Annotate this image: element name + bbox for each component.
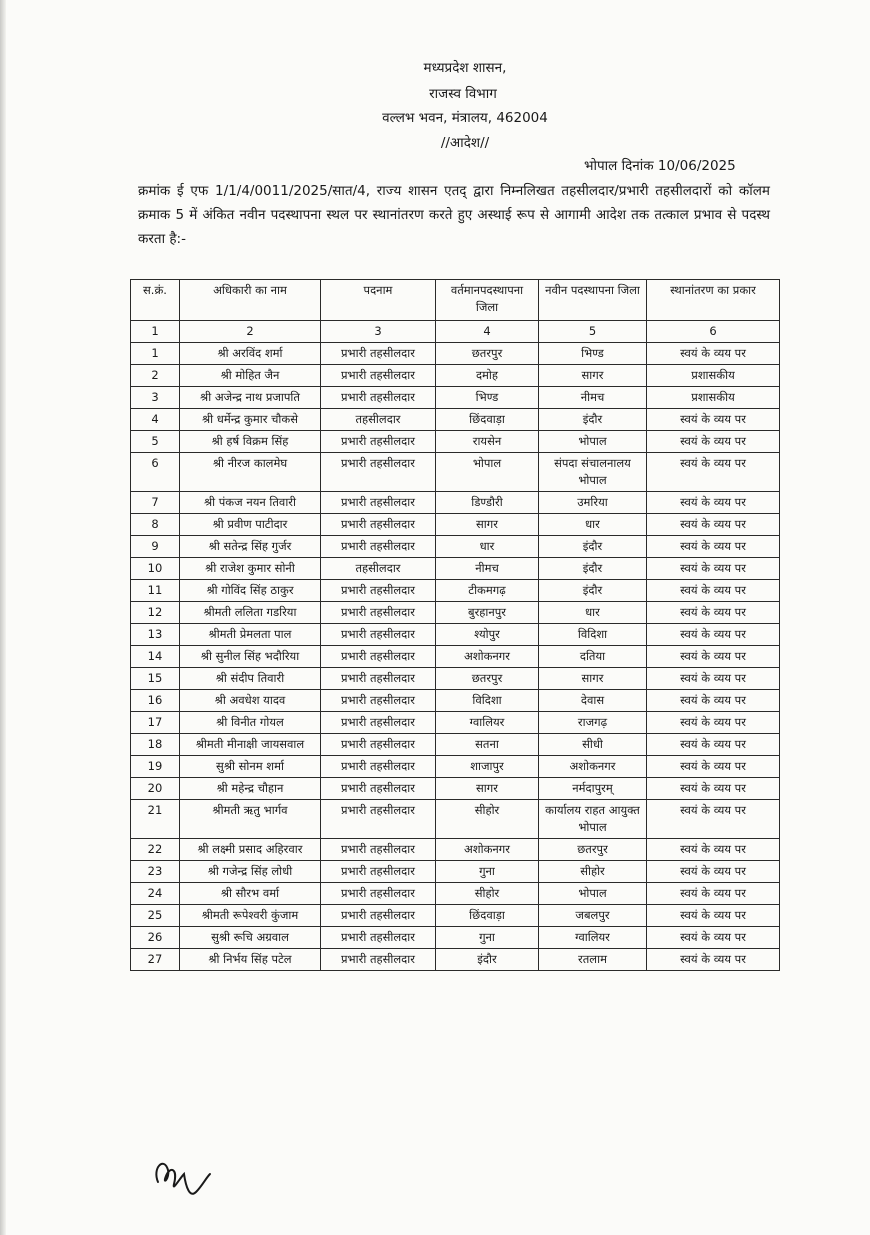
transfer-table	[130, 279, 780, 971]
table-row	[131, 778, 780, 800]
cell-officer-name: सुश्री सोनम शर्मा	[180, 756, 321, 778]
table-row	[131, 861, 780, 883]
cell-serial: 7	[131, 492, 180, 514]
table-row	[131, 580, 780, 602]
cell-current-posting: छिंदवाड़ा	[436, 409, 539, 431]
cell-transfer-type: स्वयं के व्यय पर	[647, 624, 780, 646]
cell-new-posting: जबलपुर	[539, 905, 647, 927]
cell-current-posting: डिण्डौरी	[436, 492, 539, 514]
cell-current-posting: बुरहानपुर	[436, 602, 539, 624]
cell-new-posting: भोपाल	[539, 883, 647, 905]
cell-transfer-type: स्वयं के व्यय पर	[647, 756, 780, 778]
header-officer-name: अधिकारी का नाम	[180, 280, 321, 321]
column-number: 3	[321, 321, 436, 343]
cell-designation: प्रभारी तहसीलदार	[321, 800, 436, 839]
cell-current-posting: इंदौर	[436, 949, 539, 971]
table-row	[131, 365, 780, 387]
cell-new-posting: विदिशा	[539, 624, 647, 646]
cell-new-posting: राजगढ़	[539, 712, 647, 734]
cell-transfer-type: स्वयं के व्यय पर	[647, 668, 780, 690]
cell-new-posting: दतिया	[539, 646, 647, 668]
cell-designation: प्रभारी तहसीलदार	[321, 734, 436, 756]
header-government: मध्यप्रदेश शासन,	[423, 60, 507, 76]
cell-serial: 3	[131, 387, 180, 409]
cell-current-posting: गुना	[436, 861, 539, 883]
table-row	[131, 409, 780, 431]
cell-transfer-type: स्वयं के व्यय पर	[647, 646, 780, 668]
cell-designation: प्रभारी तहसीलदार	[321, 883, 436, 905]
cell-serial: 6	[131, 453, 180, 492]
table-row	[131, 602, 780, 624]
table-row	[131, 927, 780, 949]
cell-designation: प्रभारी तहसीलदार	[321, 712, 436, 734]
cell-current-posting: ग्वालियर	[436, 712, 539, 734]
cell-serial: 25	[131, 905, 180, 927]
cell-new-posting: सीहोर	[539, 861, 647, 883]
cell-officer-name: श्री अवधेश यादव	[180, 690, 321, 712]
cell-designation: प्रभारी तहसीलदार	[321, 514, 436, 536]
cell-current-posting: दमोह	[436, 365, 539, 387]
cell-designation: प्रभारी तहसीलदार	[321, 905, 436, 927]
cell-new-posting: देवास	[539, 690, 647, 712]
cell-serial: 10	[131, 558, 180, 580]
cell-transfer-type: स्वयं के व्यय पर	[647, 558, 780, 580]
cell-current-posting: सागर	[436, 778, 539, 800]
cell-new-posting: रतलाम	[539, 949, 647, 971]
cell-transfer-type: स्वयं के व्यय पर	[647, 734, 780, 756]
table-row	[131, 492, 780, 514]
cell-serial: 18	[131, 734, 180, 756]
cell-transfer-type: स्वयं के व्यय पर	[647, 839, 780, 861]
cell-officer-name: श्री संदीप तिवारी	[180, 668, 321, 690]
table-row	[131, 883, 780, 905]
cell-current-posting: धार	[436, 536, 539, 558]
cell-transfer-type: स्वयं के व्यय पर	[647, 536, 780, 558]
table-row	[131, 756, 780, 778]
cell-designation: प्रभारी तहसीलदार	[321, 602, 436, 624]
table-row	[131, 949, 780, 971]
cell-serial: 8	[131, 514, 180, 536]
cell-serial: 24	[131, 883, 180, 905]
cell-current-posting: टीकमगढ़	[436, 580, 539, 602]
cell-new-posting: संपदा संचालनालय भोपाल	[539, 453, 647, 492]
cell-officer-name: श्रीमती मीनाक्षी जायसवाल	[180, 734, 321, 756]
cell-serial: 11	[131, 580, 180, 602]
cell-officer-name: श्री अरविंद शर्मा	[180, 343, 321, 365]
cell-new-posting: उमरिया	[539, 492, 647, 514]
cell-officer-name: श्री प्रवीण पाटीदार	[180, 514, 321, 536]
cell-transfer-type: स्वयं के व्यय पर	[647, 778, 780, 800]
table-row	[131, 536, 780, 558]
cell-serial: 21	[131, 800, 180, 839]
cell-officer-name: श्री हर्ष विक्रम सिंह	[180, 431, 321, 453]
table-header-row	[131, 280, 780, 321]
cell-designation: प्रभारी तहसीलदार	[321, 624, 436, 646]
cell-serial: 19	[131, 756, 180, 778]
cell-transfer-type: स्वयं के व्यय पर	[647, 431, 780, 453]
cell-officer-name: श्री महेन्द्र चौहान	[180, 778, 321, 800]
cell-current-posting: श्योपुर	[436, 624, 539, 646]
cell-designation: तहसीलदार	[321, 409, 436, 431]
cell-transfer-type: स्वयं के व्यय पर	[647, 712, 780, 734]
cell-new-posting: इंदौर	[539, 580, 647, 602]
table-row	[131, 558, 780, 580]
cell-serial: 14	[131, 646, 180, 668]
cell-designation: तहसीलदार	[321, 558, 436, 580]
cell-designation: प्रभारी तहसीलदार	[321, 580, 436, 602]
header-order-title: //आदेश//	[440, 135, 490, 151]
cell-officer-name: श्री धर्मेन्द्र कुमार चौकसे	[180, 409, 321, 431]
column-number-row	[131, 321, 780, 343]
cell-officer-name: श्री राजेश कुमार सोनी	[180, 558, 321, 580]
cell-designation: प्रभारी तहसीलदार	[321, 778, 436, 800]
cell-current-posting: विदिशा	[436, 690, 539, 712]
cell-designation: प्रभारी तहसीलदार	[321, 365, 436, 387]
cell-transfer-type: स्वयं के व्यय पर	[647, 514, 780, 536]
table-row	[131, 453, 780, 492]
column-number: 4	[436, 321, 539, 343]
cell-current-posting: छतरपुर	[436, 668, 539, 690]
cell-officer-name: श्रीमती ललिता गडरिया	[180, 602, 321, 624]
table-row	[131, 387, 780, 409]
cell-new-posting: इंदौर	[539, 536, 647, 558]
table-row	[131, 431, 780, 453]
cell-officer-name: श्रीमती प्रेमलता पाल	[180, 624, 321, 646]
table-row	[131, 624, 780, 646]
cell-new-posting: धार	[539, 514, 647, 536]
cell-serial: 16	[131, 690, 180, 712]
column-number: 2	[180, 321, 321, 343]
cell-officer-name: श्री विनीत गोयल	[180, 712, 321, 734]
cell-serial: 2	[131, 365, 180, 387]
cell-transfer-type: प्रशासकीय	[647, 365, 780, 387]
cell-new-posting: सागर	[539, 668, 647, 690]
cell-transfer-type: स्वयं के व्यय पर	[647, 861, 780, 883]
cell-current-posting: अशोकनगर	[436, 646, 539, 668]
cell-officer-name: श्री निर्भय सिंह पटेल	[180, 949, 321, 971]
cell-transfer-type: स्वयं के व्यय पर	[647, 883, 780, 905]
cell-officer-name: सुश्री रूचि अग्रवाल	[180, 927, 321, 949]
cell-serial: 20	[131, 778, 180, 800]
cell-officer-name: श्रीमती रूपेश्वरी कुंजाम	[180, 905, 321, 927]
cell-transfer-type: स्वयं के व्यय पर	[647, 409, 780, 431]
cell-serial: 22	[131, 839, 180, 861]
cell-current-posting: सीहोर	[436, 883, 539, 905]
cell-transfer-type: स्वयं के व्यय पर	[647, 343, 780, 365]
cell-transfer-type: स्वयं के व्यय पर	[647, 690, 780, 712]
cell-serial: 9	[131, 536, 180, 558]
cell-designation: प्रभारी तहसीलदार	[321, 839, 436, 861]
cell-new-posting: भोपाल	[539, 431, 647, 453]
cell-designation: प्रभारी तहसीलदार	[321, 431, 436, 453]
cell-officer-name: श्री गजेन्द्र सिंह लोधी	[180, 861, 321, 883]
header-designation: पदनाम	[321, 280, 436, 321]
table-row	[131, 712, 780, 734]
column-number: 1	[131, 321, 180, 343]
cell-officer-name: श्री नीरज कालमेघ	[180, 453, 321, 492]
cell-current-posting: गुना	[436, 927, 539, 949]
cell-officer-name: श्रीमती ऋतु भार्गव	[180, 800, 321, 839]
cell-designation: प्रभारी तहसीलदार	[321, 927, 436, 949]
cell-serial: 1	[131, 343, 180, 365]
cell-designation: प्रभारी तहसीलदार	[321, 690, 436, 712]
cell-officer-name: श्री लक्ष्मी प्रसाद अहिरवार	[180, 839, 321, 861]
cell-serial: 15	[131, 668, 180, 690]
cell-officer-name: श्री पंकज नयन तिवारी	[180, 492, 321, 514]
cell-current-posting: अशोकनगर	[436, 839, 539, 861]
page-edge-shadow	[0, 0, 6, 1235]
header-current-posting: वर्तमानपदस्थापना जिला	[436, 280, 539, 321]
order-paragraph: क्रमांक ई एफ 1/1/4/0011/2025/सात/4, राज्य शासन एतद् द्वारा निम्नलिखत तहसीलदार/प्रभारी तहसीलदारों को कॉलम क्रमाक 5 में अंकित नवीन पदस्थापना स्थल पर स्थानांतरण करते हुए अस्थाई रूप से आगामी आदेश तक तत्काल प्रभाव से पदस्थ करता है:-	[138, 183, 770, 247]
header-transfer-type: स्थानांतरण का प्रकार	[647, 280, 780, 321]
cell-new-posting: सीधी	[539, 734, 647, 756]
table-row	[131, 734, 780, 756]
cell-transfer-type: स्वयं के व्यय पर	[647, 602, 780, 624]
header-new-posting: नवीन पदस्थापना जिला	[539, 280, 647, 321]
cell-transfer-type: स्वयं के व्यय पर	[647, 927, 780, 949]
cell-designation: प्रभारी तहसीलदार	[321, 646, 436, 668]
cell-current-posting: शाजापुर	[436, 756, 539, 778]
cell-officer-name: श्री गोविंद सिंह ठाकुर	[180, 580, 321, 602]
cell-officer-name: श्री सुनील सिंह भदौरिया	[180, 646, 321, 668]
cell-current-posting: सागर	[436, 514, 539, 536]
column-number: 5	[539, 321, 647, 343]
cell-designation: प्रभारी तहसीलदार	[321, 453, 436, 492]
cell-serial: 26	[131, 927, 180, 949]
cell-new-posting: नीमच	[539, 387, 647, 409]
cell-new-posting: इंदौर	[539, 409, 647, 431]
cell-new-posting: इंदौर	[539, 558, 647, 580]
table-body	[131, 343, 780, 971]
cell-current-posting: भिण्ड	[436, 387, 539, 409]
cell-serial: 12	[131, 602, 180, 624]
table-row	[131, 646, 780, 668]
table-row	[131, 800, 780, 839]
cell-current-posting: छतरपुर	[436, 343, 539, 365]
cell-new-posting: नर्मदापुरम्	[539, 778, 647, 800]
cell-serial: 5	[131, 431, 180, 453]
cell-current-posting: छिंदवाड़ा	[436, 905, 539, 927]
table-row	[131, 343, 780, 365]
cell-serial: 17	[131, 712, 180, 734]
cell-transfer-type: स्वयं के व्यय पर	[647, 800, 780, 839]
cell-designation: प्रभारी तहसीलदार	[321, 492, 436, 514]
cell-new-posting: कार्यालय राहत आयुक्त भोपाल	[539, 800, 647, 839]
order-date: भोपाल दिनांक 10/06/2025	[584, 158, 736, 174]
cell-new-posting: सागर	[539, 365, 647, 387]
signature	[150, 1148, 220, 1208]
cell-transfer-type: स्वयं के व्यय पर	[647, 580, 780, 602]
table-row	[131, 514, 780, 536]
cell-officer-name: श्री अजेन्द्र नाथ प्रजापति	[180, 387, 321, 409]
header-department: राजस्व विभाग	[429, 86, 497, 102]
cell-current-posting: नीमच	[436, 558, 539, 580]
cell-designation: प्रभारी तहसीलदार	[321, 861, 436, 883]
table-row	[131, 668, 780, 690]
cell-designation: प्रभारी तहसीलदार	[321, 949, 436, 971]
cell-designation: प्रभारी तहसीलदार	[321, 343, 436, 365]
cell-serial: 13	[131, 624, 180, 646]
cell-current-posting: भोपाल	[436, 453, 539, 492]
cell-new-posting: छतरपुर	[539, 839, 647, 861]
table-row	[131, 690, 780, 712]
table-row	[131, 839, 780, 861]
header-address: वल्लभ भवन, मंत्रालय, 462004	[382, 110, 548, 126]
cell-new-posting: अशोकनगर	[539, 756, 647, 778]
cell-serial: 4	[131, 409, 180, 431]
cell-transfer-type: प्रशासकीय	[647, 387, 780, 409]
cell-designation: प्रभारी तहसीलदार	[321, 536, 436, 558]
cell-serial: 23	[131, 861, 180, 883]
table-row	[131, 905, 780, 927]
cell-transfer-type: स्वयं के व्यय पर	[647, 905, 780, 927]
cell-new-posting: धार	[539, 602, 647, 624]
cell-current-posting: सीहोर	[436, 800, 539, 839]
cell-serial: 27	[131, 949, 180, 971]
column-number: 6	[647, 321, 780, 343]
cell-current-posting: रायसेन	[436, 431, 539, 453]
cell-transfer-type: स्वयं के व्यय पर	[647, 492, 780, 514]
cell-transfer-type: स्वयं के व्यय पर	[647, 453, 780, 492]
cell-transfer-type: स्वयं के व्यय पर	[647, 949, 780, 971]
cell-officer-name: श्री सतेन्द्र सिंह गुर्जर	[180, 536, 321, 558]
cell-designation: प्रभारी तहसीलदार	[321, 387, 436, 409]
cell-current-posting: सतना	[436, 734, 539, 756]
cell-new-posting: ग्वालियर	[539, 927, 647, 949]
cell-officer-name: श्री मोहित जैन	[180, 365, 321, 387]
cell-new-posting: भिण्ड	[539, 343, 647, 365]
cell-designation: प्रभारी तहसीलदार	[321, 668, 436, 690]
header-serial: स.क्रं.	[131, 280, 180, 321]
cell-designation: प्रभारी तहसीलदार	[321, 756, 436, 778]
cell-officer-name: श्री सौरभ वर्मा	[180, 883, 321, 905]
